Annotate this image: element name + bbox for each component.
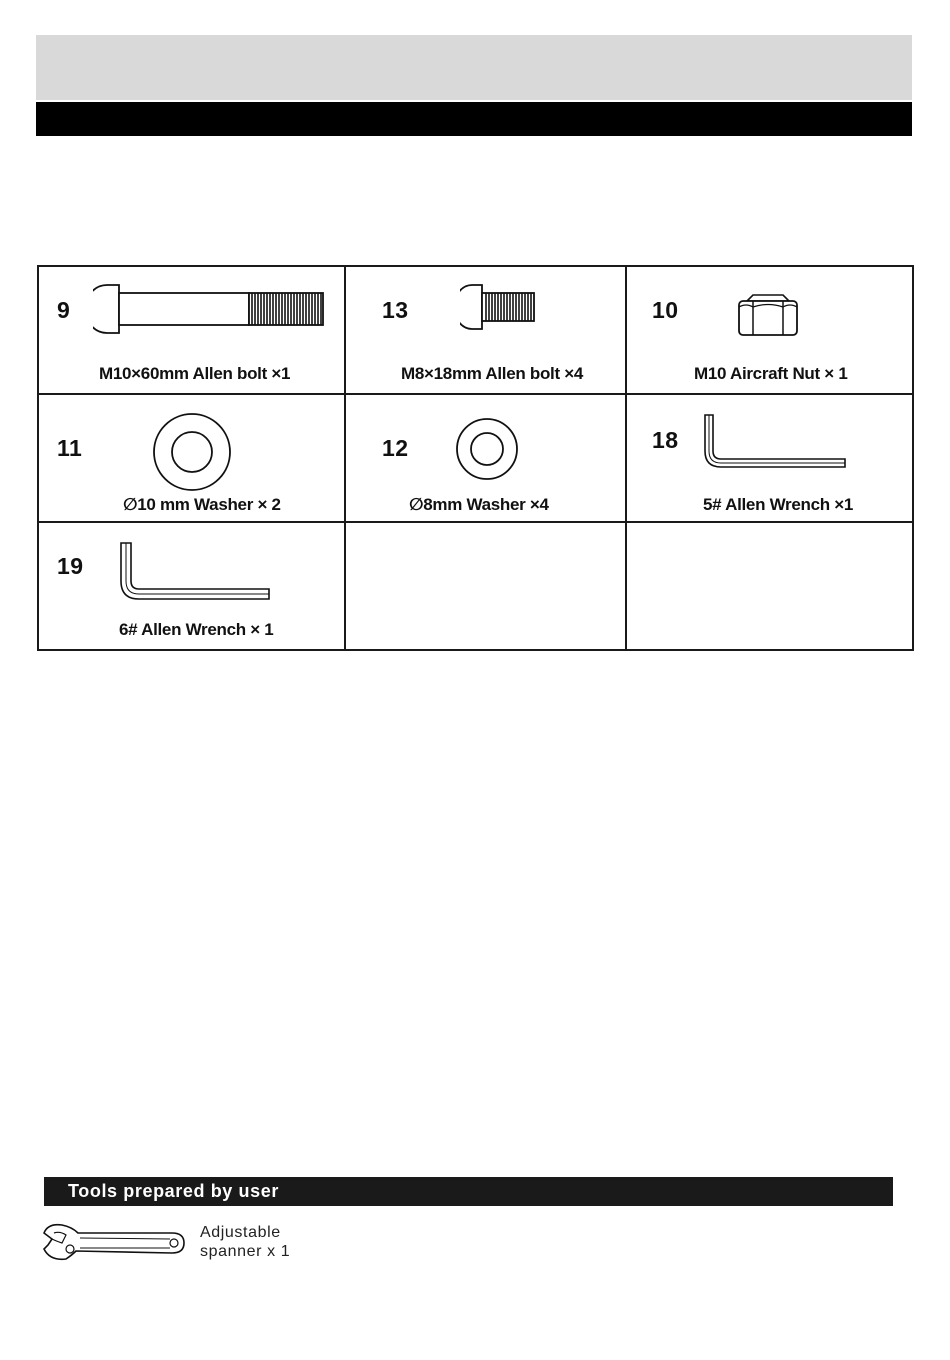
part-cell-11	[38, 394, 345, 522]
part-number: 11	[57, 435, 83, 461]
hex-nut-icon	[735, 293, 801, 339]
parts-table	[37, 265, 914, 651]
allen-wrench-icon	[117, 541, 273, 603]
spanner-label	[200, 1223, 290, 1261]
part-label: 5# Allen Wrench ×1	[703, 495, 854, 514]
part-cell-13	[345, 266, 626, 394]
adjustable-spanner-icon	[42, 1219, 188, 1265]
part-label: M10×60mm Allen bolt ×1	[99, 364, 291, 383]
part-number: 18	[652, 427, 679, 453]
header-gray-band	[36, 35, 912, 100]
button-head-bolt-long-icon	[93, 279, 329, 339]
part-label: ∅10 mm Washer × 2	[123, 495, 281, 514]
part-label: ∅8mm Washer ×4	[409, 495, 549, 514]
part-number: 9	[57, 297, 71, 323]
part-number: 12	[382, 435, 409, 461]
part-label: M8×18mm Allen bolt ×4	[401, 364, 584, 383]
empty-cell	[345, 522, 626, 650]
washer-large-icon	[151, 411, 233, 493]
part-label: M10 Aircraft Nut × 1	[694, 364, 848, 383]
header-black-bar	[36, 102, 912, 136]
part-cell-19	[38, 522, 345, 650]
tools-title: Tools prepared by user	[68, 1181, 279, 1201]
part-cell-10	[626, 266, 913, 394]
part-cell-9	[38, 266, 345, 394]
allen-wrench-icon	[701, 413, 851, 473]
part-cell-18	[626, 394, 913, 522]
washer-small-icon	[454, 417, 520, 483]
tools-section-header	[44, 1177, 893, 1206]
empty-cell	[626, 522, 913, 650]
spanner-label-line2: spanner x 1	[200, 1243, 291, 1260]
part-number: 13	[382, 297, 409, 323]
button-head-bolt-short-icon	[460, 281, 540, 333]
part-label: 6# Allen Wrench × 1	[119, 620, 274, 639]
part-cell-12	[345, 394, 626, 522]
part-number: 10	[652, 297, 679, 323]
spanner-label-line1: Adjustable	[200, 1224, 281, 1241]
part-number: 19	[57, 553, 84, 579]
